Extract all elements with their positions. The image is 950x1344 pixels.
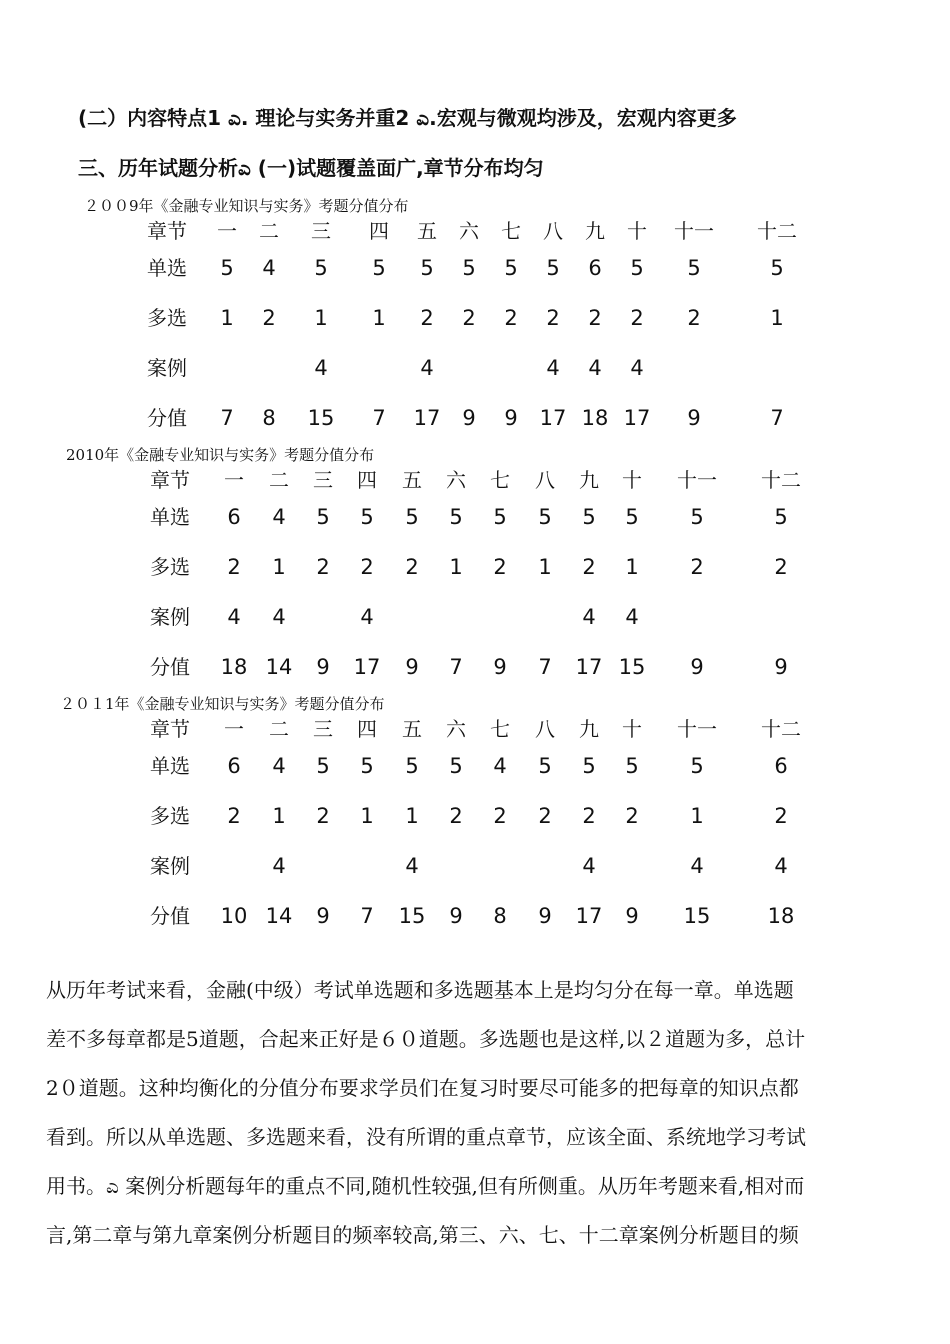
score-row — [0, 652, 950, 682]
table-cell: 5 — [493, 505, 507, 529]
paragraph-line: 从历年考试来看，金融(中级）考试单选题和多选题基本上是均匀分在每一章。单选题 — [46, 978, 794, 1002]
chapter-label: 七 — [490, 717, 510, 741]
chapter-label: 五 — [402, 468, 422, 492]
table-cell: 17 — [623, 406, 651, 430]
table-cell: 4 — [690, 854, 704, 878]
score-row — [0, 403, 950, 433]
table-cell: 2 — [420, 306, 434, 330]
chapter-label: 十二 — [761, 468, 801, 492]
table-cell: 2 — [504, 306, 518, 330]
chapter-label: 七 — [490, 468, 510, 492]
paragraph-line: 看到。所以从单选题、多选题来看，没有所谓的重点章节，应该全面、系统地学习考试 — [46, 1125, 806, 1149]
table-cell: 5 — [538, 505, 552, 529]
table-cell: 5 — [538, 754, 552, 778]
row-label: 案例 — [150, 854, 190, 878]
table-cell: 9 — [538, 904, 552, 928]
table-cell: 4 — [588, 356, 602, 380]
table-cell: 5 — [360, 754, 374, 778]
table-cell: 5 — [360, 505, 374, 529]
table-cell: 5 — [420, 256, 434, 280]
table-cell: 2 — [582, 804, 596, 828]
row-label: 章节 — [147, 219, 187, 243]
table-cell: 9 — [316, 655, 330, 679]
table-cell: 4 — [546, 356, 560, 380]
chapter-label: 十一 — [677, 717, 717, 741]
table-cell: 2 — [316, 804, 330, 828]
chapter-label: 二 — [259, 219, 279, 243]
chapter-header-row — [0, 465, 950, 495]
table-cell: 6 — [588, 256, 602, 280]
table-cell: 15 — [307, 406, 335, 430]
table-cell: 5 — [582, 505, 596, 529]
chapter-label: 六 — [446, 717, 466, 741]
chapter-label: 十一 — [677, 468, 717, 492]
table-cell: 1 — [372, 306, 386, 330]
chapter-label: 九 — [579, 717, 599, 741]
row-label: 多选 — [150, 555, 190, 579]
chapter-label: 十一 — [674, 219, 714, 243]
table-2010-caption: 2010年《金融专业知识与实务》考题分值分布 — [66, 446, 375, 464]
table-cell: 8 — [262, 406, 276, 430]
table-cell: 18 — [220, 655, 248, 679]
table-cell: 2 — [360, 555, 374, 579]
table-cell: 4 — [420, 356, 434, 380]
table-cell: 5 — [630, 256, 644, 280]
table-cell: 8 — [493, 904, 507, 928]
table-2011-caption: ２０１1年《金融专业知识与实务》考题分值分布 — [60, 695, 385, 713]
table-cell: 4 — [630, 356, 644, 380]
table-cell: 18 — [767, 904, 795, 928]
table-cell: 2 — [687, 306, 701, 330]
table-cell: 6 — [774, 754, 788, 778]
table-cell: 2 — [630, 306, 644, 330]
chapter-label: 二 — [269, 717, 289, 741]
row-label: 多选 — [150, 804, 190, 828]
multi-choice-row — [0, 801, 950, 831]
table-cell: 2 — [546, 306, 560, 330]
chapter-label: 七 — [501, 219, 521, 243]
table-cell: 5 — [690, 505, 704, 529]
chapter-label: 八 — [535, 717, 555, 741]
table-cell: 17 — [539, 406, 567, 430]
table-cell: 7 — [372, 406, 386, 430]
table-cell: 2 — [227, 804, 241, 828]
multi-choice-row — [0, 303, 950, 333]
table-cell: 5 — [316, 505, 330, 529]
chapter-label: 十 — [622, 468, 642, 492]
table-cell: 18 — [581, 406, 609, 430]
table-cell: 6 — [227, 505, 241, 529]
table-cell: 2 — [493, 555, 507, 579]
chapter-label: 八 — [543, 219, 563, 243]
case-row — [0, 851, 950, 881]
table-cell: 4 — [272, 505, 286, 529]
table-cell: 1 — [770, 306, 784, 330]
chapter-label: 九 — [579, 468, 599, 492]
row-label: 单选 — [150, 754, 190, 778]
table-cell: 2 — [227, 555, 241, 579]
table-cell: 9 — [462, 406, 476, 430]
chapter-label: 六 — [459, 219, 479, 243]
table-cell: 17 — [353, 655, 381, 679]
table-cell: 5 — [449, 754, 463, 778]
chapter-label: 三 — [313, 717, 333, 741]
chapter-header-row — [0, 714, 950, 744]
table-cell: 4 — [774, 854, 788, 878]
table-cell: 5 — [625, 754, 639, 778]
row-label: 分值 — [147, 406, 187, 430]
row-label: 分值 — [150, 655, 190, 679]
table-cell: 2 — [316, 555, 330, 579]
table-cell: 4 — [272, 605, 286, 629]
table-cell: 5 — [546, 256, 560, 280]
table-cell: 4 — [262, 256, 276, 280]
chapter-label: 三 — [313, 468, 333, 492]
chapter-label: 一 — [217, 219, 237, 243]
chapter-label: 六 — [446, 468, 466, 492]
chapter-label: 四 — [369, 219, 389, 243]
table-cell: 1 — [405, 804, 419, 828]
table-cell: 2 — [625, 804, 639, 828]
table-cell: 5 — [462, 256, 476, 280]
table-cell: 5 — [314, 256, 328, 280]
table-cell: 4 — [405, 854, 419, 878]
chapter-label: 三 — [311, 219, 331, 243]
single-choice-row — [0, 253, 950, 283]
row-label: 多选 — [147, 306, 187, 330]
table-2009-caption: ２００9年《金融专业知识与实务》考题分值分布 — [84, 197, 409, 215]
table-cell: 9 — [504, 406, 518, 430]
chapter-label: 四 — [357, 717, 377, 741]
table-cell: 5 — [774, 505, 788, 529]
row-label: 章节 — [150, 468, 190, 492]
row-label: 章节 — [150, 717, 190, 741]
table-cell: 5 — [690, 754, 704, 778]
row-label: 案例 — [147, 356, 187, 380]
paragraph-line: 2０道题。这种均衡化的分值分布要求学员们在复习时要尽可能多的把每章的知识点都 — [46, 1076, 799, 1100]
multi-choice-row — [0, 552, 950, 582]
row-label: 单选 — [150, 505, 190, 529]
table-cell: 5 — [405, 505, 419, 529]
table-cell: 5 — [405, 754, 419, 778]
chapter-label: 四 — [357, 468, 377, 492]
row-label: 案例 — [150, 605, 190, 629]
table-cell: 4 — [625, 605, 639, 629]
chapter-header-row — [0, 216, 950, 246]
table-cell: 1 — [625, 555, 639, 579]
table-cell: 2 — [774, 804, 788, 828]
table-cell: 1 — [449, 555, 463, 579]
table-cell: 1 — [360, 804, 374, 828]
table-cell: 2 — [582, 555, 596, 579]
table-cell: 14 — [265, 655, 293, 679]
single-choice-row — [0, 751, 950, 781]
table-cell: 9 — [625, 904, 639, 928]
row-label: 单选 — [147, 256, 187, 280]
chapter-label: 八 — [535, 468, 555, 492]
table-cell: 5 — [449, 505, 463, 529]
table-cell: 9 — [316, 904, 330, 928]
table-cell: 5 — [625, 505, 639, 529]
table-cell: 2 — [449, 804, 463, 828]
table-cell: 5 — [316, 754, 330, 778]
chapter-label: 十 — [622, 717, 642, 741]
chapter-label: 九 — [585, 219, 605, 243]
table-cell: 1 — [272, 804, 286, 828]
table-cell: 2 — [405, 555, 419, 579]
table-cell: 2 — [538, 804, 552, 828]
paragraph-line: 用书。ಎ 案例分析题每年的重点不同,随机性较强,但有所侧重。从历年考题来看,相对而 — [46, 1174, 805, 1198]
table-cell: 2 — [588, 306, 602, 330]
table-cell: 9 — [690, 655, 704, 679]
table-cell: 6 — [227, 754, 241, 778]
table-cell: 7 — [360, 904, 374, 928]
content-features-heading: (二）内容特点1 ಎ. 理论与实务并重2 ಎ.宏观与微观均涉及，宏观内容更多 — [78, 106, 737, 130]
chapter-label: 十 — [627, 219, 647, 243]
table-cell: 2 — [493, 804, 507, 828]
table-cell: 5 — [504, 256, 518, 280]
table-cell: 2 — [774, 555, 788, 579]
table-cell: 7 — [538, 655, 552, 679]
table-cell: 9 — [774, 655, 788, 679]
table-cell: 9 — [449, 904, 463, 928]
table-cell: 1 — [272, 555, 286, 579]
table-cell: 14 — [265, 904, 293, 928]
case-row — [0, 353, 950, 383]
case-row — [0, 602, 950, 632]
table-cell: 9 — [687, 406, 701, 430]
chapter-label: 一 — [224, 468, 244, 492]
table-cell: 4 — [493, 754, 507, 778]
table-cell: 1 — [538, 555, 552, 579]
table-cell: 15 — [398, 904, 426, 928]
table-cell: 7 — [770, 406, 784, 430]
chapter-label: 一 — [224, 717, 244, 741]
table-cell: 2 — [262, 306, 276, 330]
table-cell: 1 — [220, 306, 234, 330]
table-cell: 4 — [582, 854, 596, 878]
score-row — [0, 901, 950, 931]
table-cell: 5 — [220, 256, 234, 280]
row-label: 分值 — [150, 904, 190, 928]
chapter-label: 十二 — [757, 219, 797, 243]
table-cell: 10 — [220, 904, 248, 928]
chapter-label: 十二 — [761, 717, 801, 741]
table-cell: 4 — [272, 854, 286, 878]
table-cell: 4 — [314, 356, 328, 380]
table-cell: 2 — [462, 306, 476, 330]
table-cell: 1 — [690, 804, 704, 828]
table-cell: 5 — [372, 256, 386, 280]
table-cell: 7 — [220, 406, 234, 430]
chapter-label: 五 — [402, 717, 422, 741]
table-cell: 9 — [493, 655, 507, 679]
table-cell: 4 — [272, 754, 286, 778]
table-cell: 5 — [687, 256, 701, 280]
paragraph-line: 差不多每章都是5道题，合起来正好是６０道题。多选题也是这样,以２道题为多，总计 — [46, 1027, 806, 1051]
chapter-label: 五 — [417, 219, 437, 243]
table-cell: 1 — [314, 306, 328, 330]
chapter-label: 二 — [269, 468, 289, 492]
table-cell: 4 — [360, 605, 374, 629]
exam-analysis-heading: 三、历年试题分析ಎ (一)试题覆盖面广,章节分布均匀 — [78, 156, 544, 180]
table-cell: 15 — [683, 904, 711, 928]
table-cell: 9 — [405, 655, 419, 679]
table-cell: 2 — [690, 555, 704, 579]
table-cell: 15 — [618, 655, 646, 679]
table-cell: 17 — [575, 655, 603, 679]
paragraph-line: 言,第二章与第九章案例分析题目的频率较高,第三、六、七、十二章案例分析题目的频 — [46, 1223, 799, 1247]
single-choice-row — [0, 502, 950, 532]
table-cell: 4 — [582, 605, 596, 629]
table-cell: 17 — [575, 904, 603, 928]
table-cell: 7 — [449, 655, 463, 679]
table-cell: 17 — [413, 406, 441, 430]
table-cell: 4 — [227, 605, 241, 629]
table-cell: 5 — [582, 754, 596, 778]
analysis-paragraph — [46, 966, 916, 1260]
table-cell: 5 — [770, 256, 784, 280]
